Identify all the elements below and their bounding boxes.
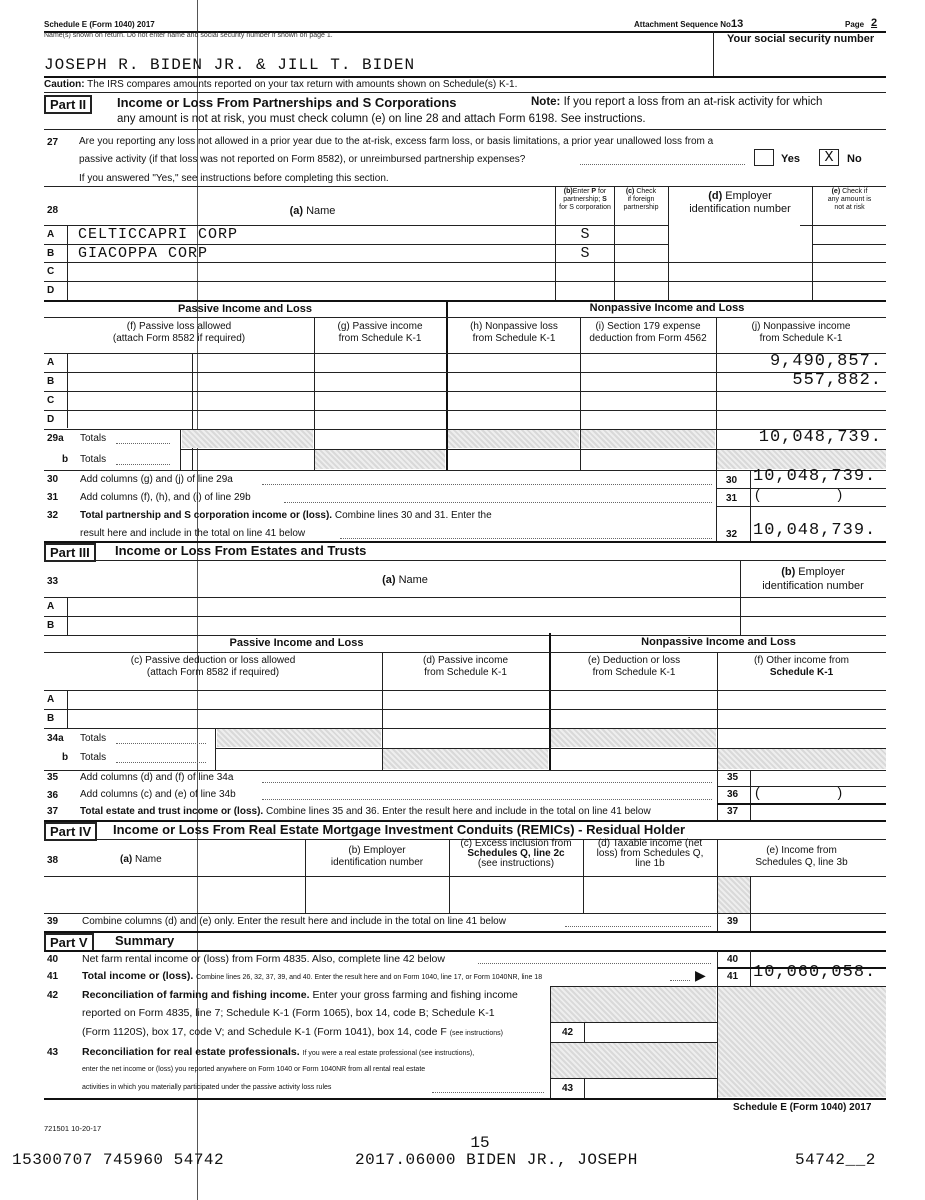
part3-label: Part III	[44, 543, 96, 562]
entity-type-a[interactable]: S	[580, 226, 590, 243]
row-letter: B	[47, 713, 55, 724]
line27-text: passive activity (if that loss was not reported on Form 8582), or unreimbursed partnership expenses?	[79, 154, 526, 165]
footer-code: 721501 10-20-17	[44, 1124, 102, 1133]
row-letter: A	[47, 694, 55, 705]
entity-type-b[interactable]: S	[580, 245, 590, 262]
names-label: Name(s) shown on return. Do not enter name and social security number if shown on page 1.	[44, 32, 333, 39]
line41-text: Total income or (loss). Combine lines 26, 32, 37, 39, and 40. Enter the result here and on Form 1040, line 17, or Form 1040NR, line 18	[82, 970, 543, 982]
divider	[750, 913, 751, 931]
col-c-header: (c) Passive deduction or loss allowed (attach Form 8582 if required)	[130, 655, 296, 678]
line38-number: 38	[47, 855, 59, 866]
col-b-header: (b)Enter P for partnership; S for S corporation	[559, 188, 611, 211]
divider	[716, 506, 886, 507]
line27-number: 27	[47, 137, 59, 148]
col-f-header: (f) Passive loss allowed (attach Form 8582 if required)	[112, 321, 246, 344]
divider	[44, 728, 886, 729]
row-letter: C	[47, 266, 55, 277]
divider	[215, 728, 216, 770]
line31-number: 31	[47, 492, 59, 503]
divider	[44, 876, 886, 877]
footer-form-ref: Schedule E (Form 1040) 2017	[733, 1102, 872, 1113]
leader-dots	[116, 443, 170, 444]
part5-title: Summary	[115, 933, 175, 948]
divider	[550, 1078, 717, 1079]
line41-value[interactable]: 10,060,058.	[753, 963, 877, 982]
divider	[44, 709, 886, 710]
footer-print-right: 54742__2	[795, 1151, 876, 1169]
divider	[717, 770, 718, 820]
row-letter: B	[47, 248, 55, 259]
line34a-label: Totals	[80, 733, 107, 744]
col-i-header: (i) Section 179 expense deduction from Form 4562	[589, 321, 707, 344]
line43-number: 43	[47, 1047, 59, 1058]
divider	[44, 410, 886, 411]
taxpayer-names-field[interactable]: JOSEPH R. BIDEN JR. & JILL T. BIDEN	[44, 56, 416, 74]
line41-box-label: 41	[727, 971, 739, 982]
nonpassive-header: Nonpassive Income and Loss	[641, 636, 796, 648]
leader-dots	[565, 926, 711, 927]
divider	[44, 92, 886, 93]
col-d-header: (d) Passive income from Schedule K-1	[422, 655, 509, 678]
leader-dots	[340, 538, 712, 539]
col-e-header: (e) Deduction or loss from Schedule K-1	[587, 655, 681, 678]
divider	[584, 1022, 585, 1042]
col-b-ein-header: (b) Employer identification number	[330, 845, 424, 868]
row-letter: D	[47, 285, 55, 296]
divider	[550, 1022, 717, 1023]
shaded-cell	[217, 729, 381, 747]
col-e-header: (e) Check if any amount is not at risk	[827, 188, 872, 211]
col-d-header: (d) Taxable income (net loss) from Schedules Q, line 1b	[596, 838, 704, 869]
line30-number: 30	[47, 474, 59, 485]
line28-number: 28	[47, 205, 59, 216]
line30-text: Add columns (g) and (j) of line 29a	[80, 474, 233, 485]
line40-number: 40	[47, 954, 59, 965]
line42-text: Reconciliation of farming and fishing income. Enter your gross farming and fishing income	[82, 989, 518, 1001]
col-c-header: (c) Check if foreign partnership	[623, 188, 659, 211]
divider	[800, 225, 886, 226]
divider	[44, 186, 886, 187]
col-a-name-header: (a) Name	[382, 574, 428, 586]
line31-text: Add columns (f), (h), and (i) of line 29b	[80, 492, 251, 503]
leader-dots	[284, 502, 712, 503]
divider	[44, 391, 886, 392]
part3-title: Income or Loss From Estates and Trusts	[115, 543, 367, 558]
line37-box-label: 37	[727, 806, 739, 817]
part4-label: Part IV	[44, 822, 97, 841]
shaded-cell	[581, 430, 715, 448]
line39-text: Combine columns (d) and (e) only. Enter the result here and include in the total on line 41 below	[82, 916, 506, 927]
footer-page-number: 15	[470, 1134, 490, 1152]
passive-header: Passive Income and Loss	[178, 303, 312, 315]
line42-box-label: 42	[562, 1027, 574, 1038]
divider	[215, 748, 886, 749]
divider	[44, 690, 886, 691]
col-h-header: (h) Nonpassive loss from Schedule K-1	[470, 321, 558, 344]
leader-dots	[262, 799, 712, 800]
line29b-number: b	[62, 454, 69, 465]
shaded-cell	[182, 430, 313, 448]
divider	[192, 353, 193, 470]
part2-title: Income or Loss From Partnerships and S Corporations	[117, 95, 457, 110]
row-letter: A	[47, 357, 55, 368]
line39-number: 39	[47, 916, 59, 927]
row-letter: B	[47, 620, 55, 631]
nonpassive-income-a[interactable]: 9,490,857.	[769, 352, 882, 371]
line35-box-label: 35	[727, 772, 739, 783]
line32-text: result here and include in the total on line 41 below	[80, 528, 306, 539]
line27-yes-checkbox[interactable]	[754, 149, 774, 166]
leader-dots	[116, 743, 206, 744]
shaded-cell	[551, 987, 716, 1022]
line35-number: 35	[47, 772, 59, 783]
col-a-name-header: (a) Name	[120, 854, 162, 865]
line42-number: 42	[47, 990, 59, 1001]
line32-text: Total partnership and S corporation income or (loss). Combine lines 30 and 31. Enter the	[80, 510, 492, 521]
attachment-number: 13	[731, 18, 744, 30]
col-d-header: (d) Employer identification number	[689, 190, 791, 215]
col-e-header: (e) Income from Schedules Q, line 3b	[755, 845, 848, 868]
divider	[713, 31, 714, 76]
line32-box-label: 32	[726, 529, 738, 540]
leader-dots	[262, 484, 712, 485]
divider	[44, 560, 886, 561]
divider	[44, 281, 886, 282]
col-c-header: (c) Excess inclusion from Schedules Q, line 2c (see instructions)	[460, 838, 572, 869]
line31-value[interactable]: ( )	[755, 486, 843, 502]
leader-dots	[670, 980, 690, 981]
line34b-number: b	[62, 752, 69, 763]
col-j-header: (j) Nonpassive income from Schedule K-1	[751, 321, 851, 344]
divider	[44, 616, 886, 617]
divider	[44, 950, 886, 952]
line36-text: Add columns (c) and (e) of line 34b	[80, 789, 236, 800]
line27-text: Are you reporting any loss not allowed in a prior year due to the at-risk, excess farm loss, or basis limitations, a prior year unallowed loss from a	[79, 136, 714, 147]
line34b-label: Totals	[80, 752, 107, 763]
divider	[44, 129, 886, 130]
col-a-name-header: (a) Name	[289, 205, 336, 217]
line27-instruction: If you answered "Yes," see instructions before completing this section.	[79, 173, 389, 184]
line40-text: Net farm rental income or (loss) from Form 4835. Also, complete line 42 below	[82, 953, 445, 965]
divider	[750, 876, 751, 914]
line36-box-label: 36	[727, 789, 739, 800]
divider	[717, 803, 886, 805]
line36-number: 36	[47, 790, 59, 801]
line39-box-label: 39	[727, 916, 739, 927]
yes-label: Yes	[781, 153, 800, 165]
leader-dots	[116, 464, 170, 465]
page-label: Page	[845, 20, 865, 29]
leader-dots	[432, 1092, 544, 1093]
col-g-header: (g) Passive income from Schedule K-1	[337, 321, 423, 344]
caution-text: Caution: The IRS compares amounts reported on your tax return with amounts shown on Schedule(s) K-1.	[44, 79, 518, 90]
row-letter: A	[47, 229, 55, 240]
nonpassive-header: Nonpassive Income and Loss	[589, 302, 745, 314]
no-label: No	[847, 153, 862, 165]
part4-title: Income or Loss From Real Estate Mortgage Investment Conduits (REMICs) - Residual Holder	[113, 822, 686, 837]
line35-text: Add columns (d) and (f) of line 34a	[80, 772, 234, 783]
divider	[717, 913, 718, 931]
divider	[180, 449, 886, 450]
divider	[549, 633, 551, 770]
line31-box-label: 31	[726, 493, 738, 504]
line42-text: reported on Form 4835, line 7; Schedule K-1 (Form 1065), box 14, code B; Schedule K-1	[82, 1007, 495, 1019]
line33-number: 33	[47, 576, 59, 587]
line32-value[interactable]: 10,048,739.	[753, 521, 877, 540]
divider	[44, 913, 886, 914]
row-letter: D	[47, 414, 55, 425]
passive-header: Passive Income and Loss	[229, 637, 364, 649]
shaded-cell	[718, 877, 750, 913]
line36-value[interactable]: ( )	[755, 784, 843, 800]
divider	[812, 244, 886, 245]
shaded-cell	[448, 430, 579, 448]
leader-dots	[262, 782, 712, 783]
leader-dots	[580, 164, 745, 165]
col-f-header: (f) Other income from Schedule K-1	[753, 655, 850, 678]
shaded-cell	[315, 450, 445, 469]
line43-text: Reconciliation for real estate professionals. If you were a real estate professional (see instructions),	[82, 1046, 475, 1058]
line29a-number: 29a	[47, 433, 64, 444]
divider	[44, 76, 886, 78]
nonpassive-income-b[interactable]: 557,882.	[792, 371, 882, 390]
line29a-total-j[interactable]: 10,048,739.	[758, 428, 882, 447]
line43-text: activities in which you materially participated under the passive activity loss rules	[82, 1084, 332, 1091]
ssn-label: Your social security number	[727, 33, 875, 45]
shaded-cell	[551, 1043, 716, 1078]
shaded-cell	[718, 987, 886, 1097]
divider	[750, 770, 751, 820]
shaded-cell	[551, 729, 716, 747]
footer-print-left: 15300707 745960 54742	[12, 1151, 225, 1169]
line27-no-checkbox[interactable]: X	[819, 149, 839, 166]
divider	[44, 770, 886, 771]
line29a-label: Totals	[80, 433, 107, 444]
shaded-cell	[718, 749, 886, 769]
partnership-name-a[interactable]: CELTICCAPRI CORP	[78, 226, 239, 243]
line40-box-label: 40	[727, 954, 739, 965]
leader-dots	[478, 963, 711, 964]
footer-print-center: 2017.06000 BIDEN JR., JOSEPH	[355, 1151, 638, 1169]
part2-label: Part II	[44, 95, 92, 114]
line34a-number: 34a	[47, 733, 64, 744]
partnership-name-b[interactable]: GIACOPPA CORP	[78, 245, 209, 262]
shaded-cell	[383, 749, 548, 769]
divider	[44, 652, 886, 653]
divider	[584, 1078, 585, 1098]
line43-text: enter the net income or (loss) you reported anywhere on Form 1040 or Form 1040NR from all rental real estate	[82, 1066, 426, 1073]
divider	[44, 597, 886, 598]
row-letter: A	[47, 601, 55, 612]
leader-dots	[116, 762, 206, 763]
part2-note: Note: If you report a loss from an at-risk activity for which	[531, 96, 823, 108]
row-letter: B	[47, 376, 55, 387]
arrow-right-icon: ▶	[695, 967, 706, 983]
line32-number: 32	[47, 510, 59, 521]
line41-number: 41	[47, 971, 59, 982]
divider	[44, 1098, 886, 1100]
line29b-label: Totals	[80, 454, 107, 465]
line43-box-label: 43	[562, 1083, 574, 1094]
divider	[44, 317, 886, 318]
line30-box-label: 30	[726, 475, 738, 486]
row-letter: C	[47, 395, 55, 406]
form-title: Schedule E (Form 1040) 2017	[44, 20, 155, 29]
part2-note-line2: any amount is not at risk, you must check column (e) on line 28 and attach Form 6198. See instructions.	[117, 113, 646, 125]
divider	[44, 262, 886, 263]
part5-label: Part V	[44, 933, 94, 952]
line37-text: Total estate and trust income or (loss). Combine lines 35 and 36. Enter the result here and include in the total on line 41 below	[80, 806, 651, 817]
col-b-ein-header: (b) Employer identification number	[762, 566, 864, 592]
line30-value[interactable]: 10,048,739.	[753, 467, 877, 486]
line37-number: 37	[47, 806, 59, 817]
page-number: 2	[871, 17, 878, 29]
attachment-label: Attachment Sequence No.	[634, 20, 734, 29]
line42-text: (Form 1120S), box 17, code V; and Schedule K-1 (Form 1041), box 14, code F (see instructions)	[82, 1026, 503, 1038]
